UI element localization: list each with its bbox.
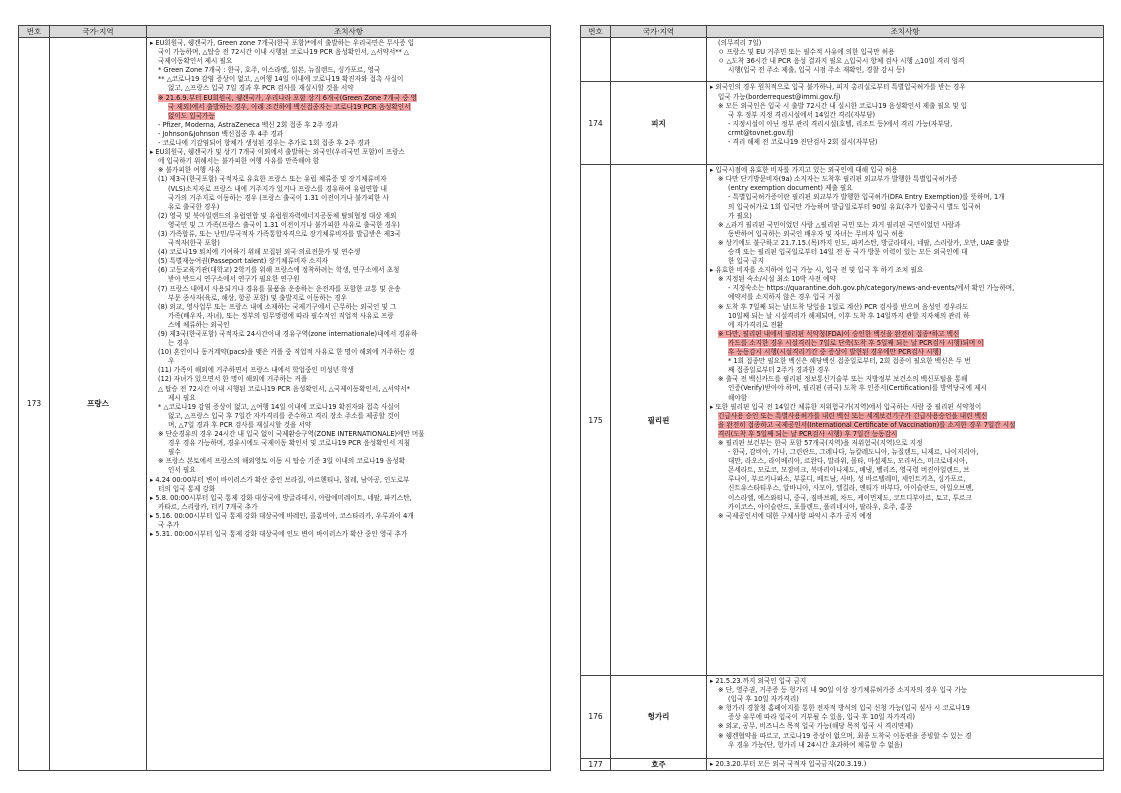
measure-line <box>710 275 1100 284</box>
table-row <box>581 165 1104 676</box>
measure-text: - 특별입국허가증이란 필리핀 외교부가 발행한 입국허가(DFA Entry Exemption)를 뜻하며, 1개 <box>728 193 1005 202</box>
table-row <box>581 758 1104 770</box>
row-number: 177 <box>581 758 611 770</box>
measure-text: - Johnson&Johnson 백신접종 후 4주 경과 <box>158 129 284 138</box>
measure-text: 시행(입국 전 주소 제출, 입국 시점 주소 재확인, 경찰 감시 등) <box>728 66 905 75</box>
table-row <box>581 675 1104 758</box>
measure-text: 유로 출국한 경우) <box>168 202 220 211</box>
measure-line <box>710 403 1100 412</box>
measure-line <box>150 185 547 194</box>
measure-line <box>150 375 547 384</box>
measure-text: - Pfizer, Moderna, AstraZeneca 백신 2회 접종 후 2주 경과 <box>158 120 339 129</box>
measure-line <box>710 732 1100 741</box>
measure-line <box>710 284 1100 293</box>
measure-line <box>710 484 1100 493</box>
measure-text: - 한국, 감비아, 가나, 그린란드, 그레나다, 뉴칼레도니아, 뉴질랜드, 니제르, 나이지리아, <box>728 448 979 457</box>
measure-line <box>150 94 547 103</box>
left-table-body <box>19 38 551 771</box>
row-number: 175 <box>581 165 611 676</box>
measure-line <box>710 102 1100 111</box>
measure-text: 경우 경유 가능하며, 경유시에도 국제이동 확인서 및 코로나19 PCR 음성확인서 지침 <box>168 439 411 448</box>
right-table-body <box>581 38 1104 771</box>
measure-line <box>150 112 547 121</box>
measure-line <box>150 275 547 284</box>
measure-line <box>150 466 547 475</box>
measure-text: 제시 필요 <box>168 393 196 402</box>
measure-line <box>710 321 1100 330</box>
measure-line <box>710 713 1100 722</box>
measure-text: 국 후 정부 지정 격리시설에서 14일간 격리(자부담) <box>728 110 876 119</box>
measure-line <box>150 457 547 466</box>
measure-text: 예약서를 소지하지 않은 경우 입국 거절 <box>728 293 841 302</box>
measure-line <box>710 448 1100 457</box>
measure-text: (7) 프랑스 내에서 사용되거나 경유를 물품을 운송하는 운전자를 포함한 교통 및 운송 <box>158 284 401 293</box>
measure-line <box>150 157 547 166</box>
measure-line <box>150 530 547 539</box>
measure-line <box>150 139 547 148</box>
measure-text: (11) 가족이 해외에 거주하면서 프랑스 내에서 학업중인 미성년 학생 <box>158 366 354 375</box>
row-country: 프랑스 <box>50 38 147 771</box>
measure-line <box>710 494 1100 503</box>
measure-line <box>710 193 1100 202</box>
measure-text: 영국민 및 그 가족(프랑스 출국이 1.31 이전이거나 불가피한 사유로 출국한 경우) <box>168 220 400 229</box>
measure-text: 없고, △프랑스 입국 7일 경과 후 PCR 검사를 재실시할 것을 서약 <box>168 84 354 93</box>
measure-text: ※ 필리핀 보건부는 한국 포함 57개국(지역)을 저위험국(지역)으로 지정 <box>718 438 923 447</box>
measure-text: * △코로나19 감염 증상이 없고, △여행 14일 이내에 코로나19 확진자와 접촉 사실이 <box>158 402 401 411</box>
measure-text: ※ 상기에도 불구하고 21.7.15.(목)까지 인도, 파키스탄, 방글라데시, 네팔, 스리랑카, 오만, UAE 출발 <box>718 238 1009 247</box>
measure-line <box>150 121 547 130</box>
row-measures <box>707 675 1104 758</box>
measure-line <box>710 348 1100 357</box>
header-num: 번호 <box>19 26 50 38</box>
measure-line <box>710 312 1100 321</box>
measure-text: (1) 제3국(한국포함) 국적자로 유효한 프랑스 또는 유럽 체류증 및 장기체류비자 <box>158 175 387 184</box>
measure-line <box>150 366 547 375</box>
measure-text: (5) 특별재능여권(Passeport talent) 장기체류비자 소지자 <box>158 257 328 266</box>
measure-line <box>710 439 1100 448</box>
measure-line <box>710 184 1100 193</box>
right-table <box>580 25 1104 771</box>
row-country: 호주 <box>611 758 707 770</box>
row-measures <box>707 165 1104 676</box>
measure-text: (8) 외교, 영사업무 또는 프랑스 내에 소재하는 국제기구에서 근무하는 외국인 및 그 <box>158 302 397 311</box>
right-table-header <box>581 26 1104 38</box>
measure-text: 우 <box>168 357 175 366</box>
measure-text: ㅇ △도착 36시간 내 PCR 음성 결과지 필요 △입국시 항체 검사 시행 △10일 격리 엄격 <box>718 57 965 66</box>
row-country <box>611 38 707 82</box>
measure-text: crmt@tovnet.gov.fj) <box>728 128 794 137</box>
measure-text: 의 입국허가로 1회 입국만 가능하며 발급일로부터 90일 유효(추가 입출국시 별도 입국허 <box>728 202 981 211</box>
measure-text: ▸ EU회원국, 쉥겐국가 및 상기 7개국 이외에서 출발하는 외국인(우리국민 포함)이 프랑스 <box>150 148 405 157</box>
left-page <box>18 25 551 771</box>
measure-text: 에 입국하기 위해서는 불가피한 여행 사유를 만족해야 함 <box>158 157 320 166</box>
measure-text: 국적자(한국 포함) <box>168 239 220 248</box>
header-country: 국가·지역 <box>50 26 147 38</box>
row-country: 피지 <box>611 82 707 165</box>
row-country: 헝가리 <box>611 675 707 758</box>
measure-line <box>710 266 1100 275</box>
measure-line <box>150 439 547 448</box>
row-number: 176 <box>581 675 611 758</box>
highlighted-text: 없이도 입국가능 <box>168 111 215 120</box>
measure-line <box>710 503 1100 512</box>
measure-line <box>710 677 1100 686</box>
measure-text: ※ 헝가리 경찰청 홈페이지를 통한 전자적 방식의 입국 신청 가능(입국 심사 시 코로나19 <box>718 704 970 713</box>
measure-line <box>150 130 547 139</box>
measure-text: 몬세라트, 모로코, 모잠비크, 북마리아나제도, 베냉, 벨리즈, 영국령 버진아일랜드, 브 <box>728 466 970 475</box>
measure-line <box>150 385 547 394</box>
measure-text: (VLS)소지자로 프랑스 내에 거주지가 있거나 프랑스를 경유하여 유럽연합 내 <box>168 184 387 193</box>
measure-line <box>710 248 1100 257</box>
measure-text: 신트유스타티우스, 알바니아, 사모아, 앨길라, 앤티가 바부다, 아이슬란드, 아일오브맨, <box>728 484 974 493</box>
highlighted-text: 카드를 소지한 경우 시설격리는 7일로 단축(도착 후 5일째 되는 날 PCR검사 시행)되며 이 <box>728 338 984 347</box>
measure-line <box>150 212 547 221</box>
measure-line <box>710 221 1100 230</box>
highlighted-text: 국 제외)에서 출발하는 경우, 아래 조건하에 백신접종자는 코로나19 PCR 음성확인서 <box>168 102 411 111</box>
measure-text: (4) 코로나19 퇴치에 기여하기 위해 모집된 외국 의료전문가 및 연수생 <box>158 248 361 257</box>
highlighted-text: 후 능동감시 시행(시설격리기간 중 증상이 발현된 경우에만 PCR검사 시행) <box>728 348 942 357</box>
measure-line <box>150 48 547 57</box>
right-page <box>580 25 1104 771</box>
measure-text: 카타르, 스리랑카, 터키 7개국 추가 <box>158 502 258 511</box>
measure-line <box>150 485 547 494</box>
measure-text: 루나이, 부르키나파소, 부룬디, 베트남, 사바, 성 바르텔레미, 세인트키츠, 싱가포르, <box>728 475 966 484</box>
header-country: 국가·지역 <box>611 26 707 38</box>
measure-line <box>710 166 1100 175</box>
measure-line <box>150 303 547 312</box>
measure-line <box>710 57 1100 66</box>
measure-text: - 지정숙소는 https://quarantine.doh.gov.ph/category/news-and-events/에서 확인 가능하며, <box>728 284 1015 293</box>
measure-line <box>150 503 547 512</box>
measure-text: (9) 제3국(한국포함) 국적자로 24시간이내 경유구역(zone internationale)내에서 경유하 <box>158 330 418 338</box>
measure-text: * Green Zone 7개국 : 한국, 호주, 이스라엘, 일본, 뉴질랜드, 싱가포르, 영국 <box>158 66 381 75</box>
measure-line <box>150 230 547 239</box>
measure-text: 이스라엘, 에스와티니, 중국, 짐바브웨, 차드, 케이먼제도, 코트디부아르, 토고, 투르크 <box>728 493 972 502</box>
measure-text: 우 경유 가능(단, 헝가리 내 24시간 초과하여 체류할 수 없음) <box>728 740 903 749</box>
measure-text: (6) 고등교육기관(대학교) 2학기를 위해 프랑스에 정착하려는 학생, 연구소에서 초청 <box>158 266 400 275</box>
measure-line <box>710 457 1100 466</box>
measure-line <box>150 494 547 503</box>
measure-line <box>710 303 1100 312</box>
measure-text: ▸ 21.5.23.까지 외국인 입국 금지 <box>710 676 807 685</box>
measure-text: 없고, △프랑스 입국 후 7일간 자가격리를 준수하고 격리 장소 주소를 제공할 것이 <box>168 411 400 420</box>
measure-text: 카이코스, 아이슬란드, 포틀랜드, 폴리네시아, 팔라우, 호주, 홍콩 <box>728 502 913 511</box>
measure-line <box>150 339 547 348</box>
measure-text: (12) 자녀가 있으면서 한 명이 해외에 거주하는 커플 <box>158 375 308 384</box>
measure-text: 가 필요) <box>728 211 752 220</box>
measure-line <box>710 129 1100 138</box>
row-number: 173 <box>19 38 50 771</box>
measure-line <box>710 366 1100 375</box>
measure-text: ▸ 20.3.20.부터 모든 외국 국적자 입국금지(20.3.19.) <box>710 759 867 768</box>
measure-text: ※ 불가피한 여행 사유 <box>158 166 221 175</box>
measure-line <box>710 339 1100 348</box>
measure-text: - 코로나에 기감염되어 항체가 생성된 경우는 추가로 1회 접종 후 2주 경과 <box>158 139 371 148</box>
measure-text: 스에 체류하는 외국인 <box>168 320 230 329</box>
measure-line <box>710 741 1100 750</box>
row-number <box>581 38 611 82</box>
measure-line <box>710 120 1100 129</box>
measure-line <box>710 138 1100 147</box>
measure-line <box>710 475 1100 484</box>
measure-line <box>710 375 1100 384</box>
measure-line <box>710 704 1100 713</box>
measure-line <box>710 293 1100 302</box>
measure-line <box>150 166 547 175</box>
row-measures <box>707 38 1104 82</box>
measure-text: △ 탑승 전 72시간 이내 시행된 코로나19 PCR 음성확인서, △국제이동확인서, △서약서* <box>158 384 410 393</box>
measure-line <box>150 294 547 303</box>
measure-text: ※ 외교, 공무, 비즈니스 목적 입국 가능(해당 목적 입국 시 격리면제) <box>718 722 914 731</box>
measure-text: ▸ 입국시점에 유효한 비자를 가지고 있는 외국인에 대해 입국 허용 <box>710 166 898 175</box>
measure-line <box>150 203 547 212</box>
measure-text: (입국 후 10일 자가격리) <box>728 695 799 704</box>
measure-line <box>150 321 547 330</box>
measure-line <box>710 421 1100 430</box>
left-table <box>18 25 551 771</box>
measure-line <box>150 148 547 157</box>
table-row <box>581 38 1104 82</box>
measure-text: 에 자가격리로 전환 <box>728 320 784 329</box>
measure-line <box>710 48 1100 57</box>
measure-line <box>150 221 547 230</box>
measure-line <box>710 384 1100 393</box>
measure-text: 부문 종사자(육로, 해상, 항공 포함) 및 출발지로 이동하는 경우 <box>168 293 347 302</box>
measure-text: ▸ 외국인의 경우 원칙적으로 입국 불가하나, 피지 총리실로부터 특별입국허가를 받는 경우 <box>710 83 966 92</box>
measure-text: ※ 출국 전 백신카드를 필리핀 정보통신기술부 또는 지방정부 보건소의 백신포털을 통해 <box>718 375 968 384</box>
measure-line <box>710 722 1100 731</box>
measure-text: 입국 가능(borderrequest@immi.gov.fj) <box>718 92 841 101</box>
measure-line <box>710 239 1100 248</box>
measure-text: 대만, 라오스, 라이베리아, 르완다, 말라위, 몰타, 마셜제도, 모리셔스, 미크로네시아, <box>728 457 968 466</box>
measure-text: 증상 유무에 따라 입국이 거부될 수 있음, 입국 후 10일 자가격리) <box>728 713 915 722</box>
table-row <box>19 38 551 771</box>
measure-text: (10) 혼인이나 동거계약(pacs)을 맺은 커플 중 직업적 사유로 한 명이 해외에 거주하는 경 <box>158 348 415 357</box>
measure-line <box>710 686 1100 695</box>
measure-text: ※ 단순경유의 경우 24시간 내 입국 없이 국제환승구역(ZONE INTERNATIONALE)에만 머물 <box>158 430 425 439</box>
measure-line <box>710 330 1100 339</box>
measure-line <box>710 83 1100 92</box>
measure-line <box>710 230 1100 239</box>
measure-line <box>150 66 547 75</box>
measure-line <box>150 312 547 321</box>
row-measures <box>147 38 551 771</box>
measure-line <box>150 521 547 530</box>
measure-text: (의무격리 7일) <box>718 39 762 47</box>
measure-text: (3) 가족합류, 또는 난민/무국적자 가족통합자격으로 장기체류비자를 발급받은 제3국 <box>158 229 401 238</box>
highlighted-text: 을 완전히 접종하고 국제공인서(International Certificate of Vaccination)를 소지한 경우 7일간 시설 <box>718 420 1016 429</box>
measure-text: ※ 국제공인서에 대한 구체사항 파악시 추가 공지 예정 <box>718 511 872 520</box>
measure-line <box>710 93 1100 102</box>
measure-line <box>150 330 547 339</box>
measure-line <box>710 175 1100 184</box>
measure-text: - 지정시설이 아닌 정부 관리 격리시설(호텔, 리조트 등)에서 격리 가능(자부담, <box>728 119 953 128</box>
measure-line <box>150 39 547 48</box>
measure-text: ※ △과거 필리핀 국민이었던 사람 △필리핀 국민 또는 과거 필리핀 국민이었던 사람과 <box>718 220 961 229</box>
measure-line <box>150 348 547 357</box>
measure-line <box>150 57 547 66</box>
measure-line <box>150 84 547 93</box>
measure-text: 한 입국 금지 <box>728 257 765 266</box>
measure-line <box>710 412 1100 421</box>
measure-text: 동반하여 입국하는 외국인 배우자 및 자녀는 무비자 입국 허용 <box>728 229 905 238</box>
measure-text: ※ 프랑스 본토에서 프랑스의 해외영토 이동 시 탑승 기준 3일 이내의 코로나19 음성확 <box>158 457 406 466</box>
highlighted-text: ※ 21.6.9.부터 EU회원국, 쉥겐국가, 우리나라 포함 상기 6개국(Green Zone 7개국 중 영 <box>158 93 418 102</box>
row-country: 필리핀 <box>611 165 707 676</box>
measure-line <box>710 466 1100 475</box>
measure-line <box>150 175 547 184</box>
header-measure: 조치사항 <box>147 26 551 38</box>
measure-line <box>710 212 1100 221</box>
measure-line <box>150 257 547 266</box>
measure-line <box>150 394 547 403</box>
measure-text: 터의 입국 통제 강화 <box>158 484 216 493</box>
measure-line <box>710 111 1100 120</box>
measure-line <box>710 512 1100 521</box>
measure-text: ▸ EU회원국, 쉥겐국가, Green zone 7개국(한국 포함)*에서 출발하는 우리국민은 무사증 입 <box>150 39 415 47</box>
measure-text: 며, △7일 경과 후 PCR 검사를 재실시할 것을 서약 <box>168 420 312 429</box>
measure-line <box>150 476 547 485</box>
measure-line <box>710 257 1100 266</box>
measure-text: 째 접종일로부터 2주가 경과한 경우 <box>728 366 830 375</box>
measure-line <box>710 695 1100 704</box>
measure-text: ※ 쉥겐협약을 따르고, 코로나19 증상이 없으며, 최종 도착국 이동편을 증빙할 수 있는 경 <box>718 731 972 740</box>
left-table-header <box>19 26 551 38</box>
measure-line <box>150 194 547 203</box>
measure-line <box>150 103 547 112</box>
measure-line <box>150 421 547 430</box>
measure-text: ▸ 4.24 00:00부터 변이 바이러스가 확산 중인 브라질, 아르헨티나, 칠레, 남아공, 인도로부 <box>150 475 410 484</box>
measure-text: 인서 필요 <box>168 466 196 475</box>
highlighted-text: 격리(도착 후 5일째 되는 날 PCR검사 시행) 후 7일간 능동감시 <box>718 429 898 438</box>
measure-line <box>150 357 547 366</box>
measure-line <box>150 248 547 257</box>
measure-line <box>150 266 547 275</box>
measure-text: 국가의 거주지로 이동하는 경우 (프랑스 출국이 1.31 이전이거나 불가피한 사 <box>168 193 389 202</box>
measure-text: 국이 가능하며, △탑승 전 72시간 이내 시행된 코로나19 PCR 음성확인서, △서약서** △ <box>158 48 409 57</box>
measure-line <box>710 394 1100 403</box>
measure-text: 받아 반드시 연구소에서 연구가 필요한 연구원 <box>168 275 300 284</box>
measure-line <box>710 357 1100 366</box>
measure-text: (2) 영국 및 북아일랜드의 유럽연합 및 유럽원자력에너지공동체 탈퇴협정 대상 재외 <box>158 211 397 220</box>
header-num: 번호 <box>581 26 611 38</box>
measure-text: ▸ 5.16. 00:00시부터 입국 통제 강화 대상국에 바레인, 콜롬비아, 코스타리카, 우루과이 4개 <box>150 511 414 520</box>
measure-text: (entry exemption document) 제출 필요 <box>728 184 853 193</box>
measure-text: ※ 단, 영주권, 거주증 등 헝가리 내 90일 이상 장기체류허가증 소지자의 경우 입국 가능 <box>718 686 968 695</box>
header-measure: 조치사항 <box>707 26 1104 38</box>
measure-text: ▸ 유효한 비자를 소지하여 입국 가능 시, 입국 전 및 입국 후 하기 조치 필요 <box>710 266 924 275</box>
measure-text: - 격리 해제 전 코로나19 진단검사 2회 실시(자부담) <box>728 137 878 146</box>
measure-text: ▸ 또한 필리핀 입국 전 14일간 체류한 저위험국가(지역)에서 입국하는 사람 중 필리핀 식약청이 <box>710 402 982 411</box>
measure-line <box>710 203 1100 212</box>
measure-line <box>150 512 547 521</box>
row-measures <box>707 758 1104 770</box>
measure-line <box>710 760 1100 769</box>
measure-text: 가족(배우자, 자녀), 또는 정부의 임무명령에 따라 필수적인 직업적 사유로 프랑 <box>168 311 394 320</box>
measure-text: 해야함 <box>728 393 748 402</box>
row-measures <box>707 82 1104 165</box>
measure-text: 승객 또는 필리핀 입국일로부터 14일 전 동 국가 방문 이력이 있는 모든 외국인에 대 <box>728 248 968 257</box>
measure-text: ※ 다만 단기방문비자(9a) 소지자는 도착후 필리핀 외교부가 발행한 특별입국허가증 <box>718 175 958 184</box>
measure-text: 국 추가 <box>158 520 180 529</box>
measure-line <box>150 239 547 248</box>
measure-text: 국제이동확인서 제시 필요 <box>158 57 233 66</box>
measure-text: ※ 도착 후 7일째 되는 날(도착 당일을 1일로 계산) PCR 검사를 받으며 음성인 경우라도 <box>718 302 969 311</box>
measure-line <box>150 75 547 84</box>
highlighted-text: ※ 다만, 필리핀 내에서 필리핀 식약청(FDA)이 승인한 백신을 완전히 접종*하고 백신 <box>718 329 960 338</box>
table-row <box>581 82 1104 165</box>
measure-line <box>710 430 1100 439</box>
measure-line <box>150 430 547 439</box>
highlighted-text: 긴급사용 승인 또는 특별사용허가를 내린 백신 또는 세계보건기구가 긴급사용승인을 내린 백신 <box>718 411 988 420</box>
measure-text: 필수 <box>168 448 181 457</box>
measure-text: ** △코로나19 감염 증상이 없고, △여행 14일 이내에 코로나19 확진자와 접촉 사실이 <box>158 75 404 84</box>
measure-line <box>150 403 547 412</box>
measure-line <box>710 39 1100 48</box>
measure-line <box>150 412 547 421</box>
measure-text: ㅇ 프랑스 및 EU 거주민 또는 필수적 사유에 의한 입국만 허용 <box>718 48 895 57</box>
measure-text: 인증(Verify)받아야 하며, 필리핀 (귀국) 도착 후 인증서(Certification)를 방역당국에 제시 <box>728 384 987 393</box>
measure-line <box>710 66 1100 75</box>
measure-text: * 1회 접종만 필요한 백신은 해당백신 접종일로부터, 2회 접종이 필요한 백신은 두 번 <box>728 357 971 366</box>
measure-text: 는 경우 <box>168 339 190 348</box>
measure-line <box>150 285 547 294</box>
measure-line <box>150 448 547 457</box>
measure-text: ※ 지정된 숙소/시설 최소 10박 사전 예약 <box>718 275 836 284</box>
measure-text: ▸ 5.31. 00:00시부터 입국 통제 강화 대상국에 인도 변이 바이러스가 확산 중인 영국 추가 <box>150 530 408 539</box>
measure-text: 10일째 되는 날 시설격리가 해제되며, 이후 도착 후 14일까지 관할 지자체의 관리 하 <box>728 311 970 320</box>
measure-text: ▸ 5.8. 00:00시부터 입국 통제 강화 대상국에 방글라데시, 아랍에미레이트, 네팔, 파키스탄, <box>150 493 412 502</box>
row-number: 174 <box>581 82 611 165</box>
measure-text: ※ 모든 외국인은 입국 시 출발 72시간 내 실시한 코로나19 음성확인서 제출 필요 및 입 <box>718 101 968 110</box>
